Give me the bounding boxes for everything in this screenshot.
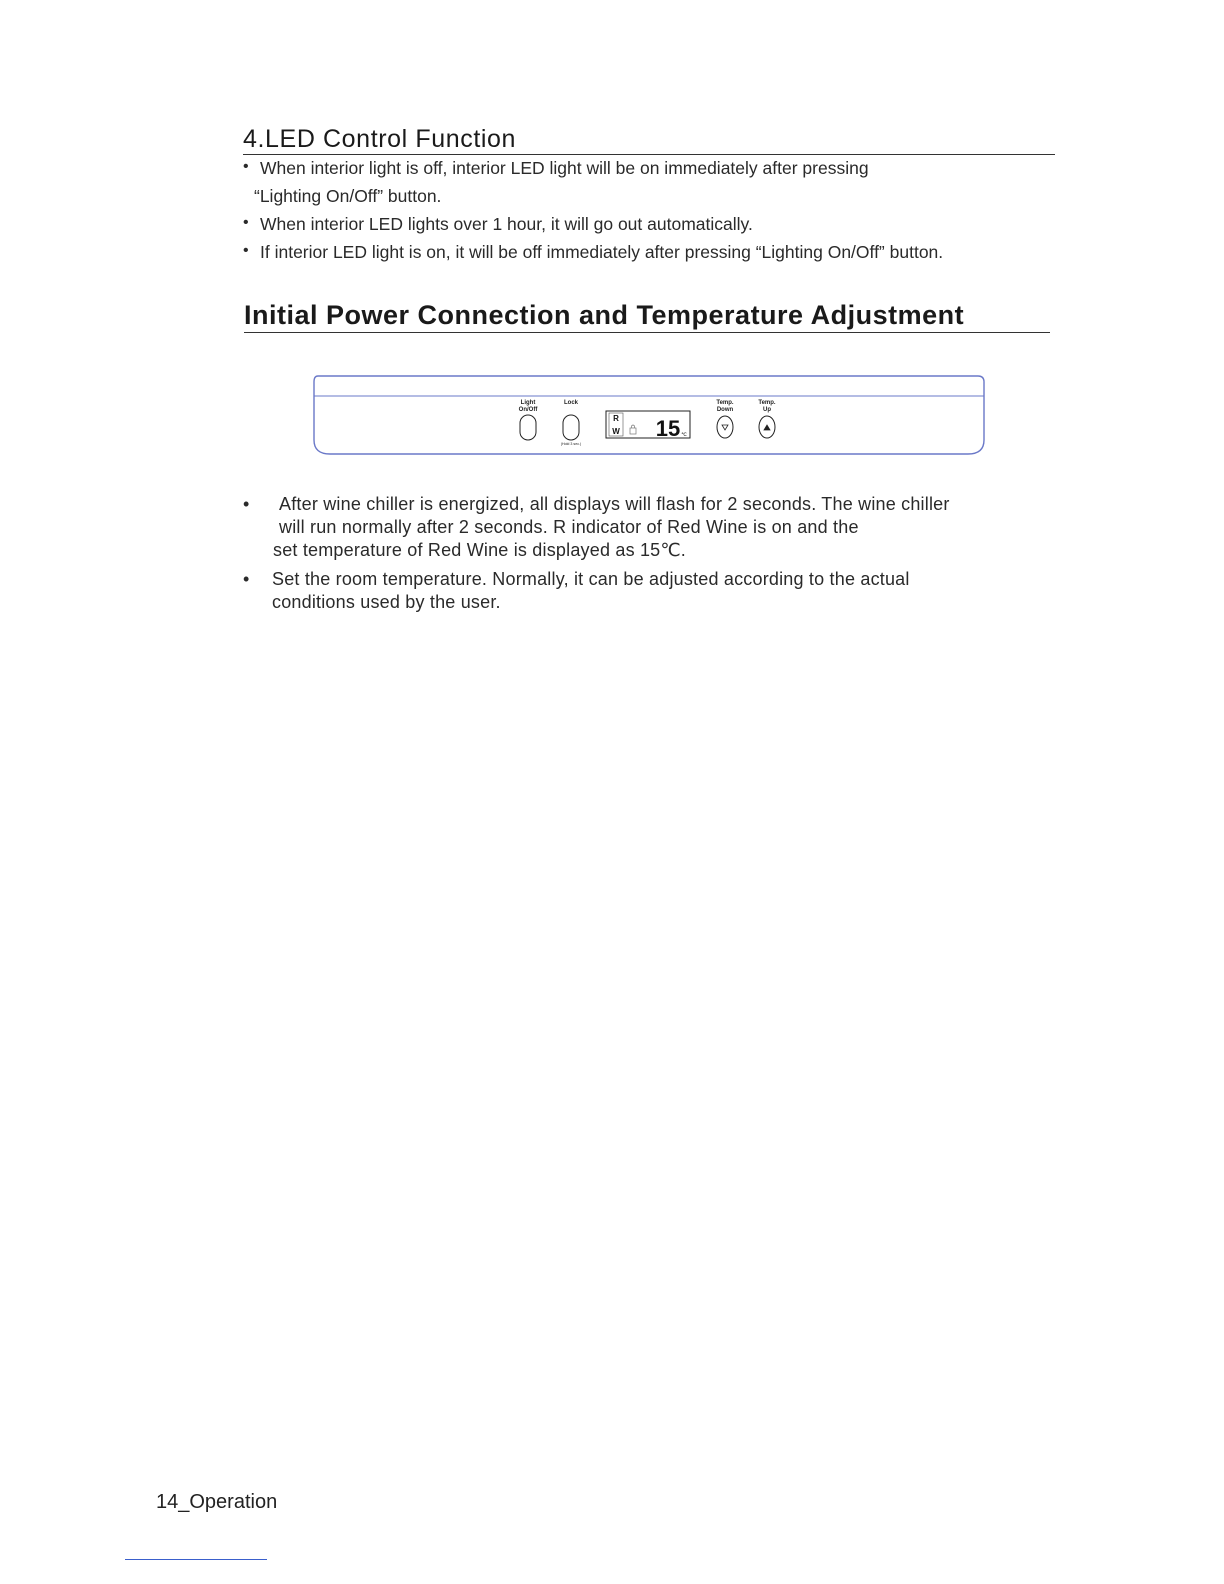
bullet-text: If interior LED light is on, it will be off immediately after pressing “Lighting On/Off” button.	[260, 242, 944, 262]
bullet-dot: •	[243, 158, 249, 175]
temp-down-label-2: Down	[716, 407, 734, 413]
bullet-dot: •	[243, 494, 250, 514]
bullet-dot: •	[243, 242, 249, 259]
bullet-dot: •	[243, 214, 249, 231]
bullet-dot: •	[243, 569, 250, 589]
lock-button[interactable]	[563, 415, 579, 440]
temp-down-label-1: Temp.	[716, 400, 734, 406]
temp-up-label-2: Up	[763, 407, 771, 413]
bullet-text: conditions used by the user.	[272, 592, 501, 612]
control-panel-diagram	[312, 374, 986, 458]
lock-hold-note: (Hold 3 sec.)	[560, 442, 582, 446]
temperature-unit: ℃	[681, 432, 687, 438]
section-heading-led-control: 4.LED Control Function	[243, 124, 1055, 155]
temperature-readout: 15	[655, 416, 681, 441]
bullet-text: When interior light is off, interior LED light will be on immediately after pressing	[260, 158, 869, 178]
footer-rule	[125, 1559, 267, 1560]
section-heading-power-temperature: Initial Power Connection and Temperature Adjustment	[244, 298, 1050, 333]
bullet-text: Set the room temperature. Normally, it can be adjusted according to the actual	[272, 569, 910, 589]
page-footer-label: 14_Operation	[156, 1491, 278, 1513]
red-wine-indicator: R	[613, 414, 619, 423]
light-button-label-1: Light	[520, 400, 536, 406]
control-panel-svg	[312, 374, 986, 458]
bullet-text: set temperature of Red Wine is displayed as 15℃.	[273, 540, 687, 560]
white-wine-indicator: W	[612, 427, 620, 436]
bullet-text: will run normally after 2 seconds. R indicator of Red Wine is on and the	[279, 517, 859, 537]
light-onoff-button[interactable]	[520, 415, 536, 440]
temp-down-button[interactable]	[717, 416, 733, 438]
bullet-text: When interior LED lights over 1 hour, it will go out automatically.	[260, 214, 753, 234]
bullet-text: After wine chiller is energized, all displays will flash for 2 seconds. The wine chiller	[279, 494, 950, 514]
lock-button-label: Lock	[563, 400, 579, 406]
temp-up-button[interactable]	[759, 416, 775, 438]
light-button-label-2: On/Off	[518, 407, 538, 413]
bullet-text: “Lighting On/Off” button.	[254, 186, 442, 206]
temp-up-label-1: Temp.	[758, 400, 776, 406]
